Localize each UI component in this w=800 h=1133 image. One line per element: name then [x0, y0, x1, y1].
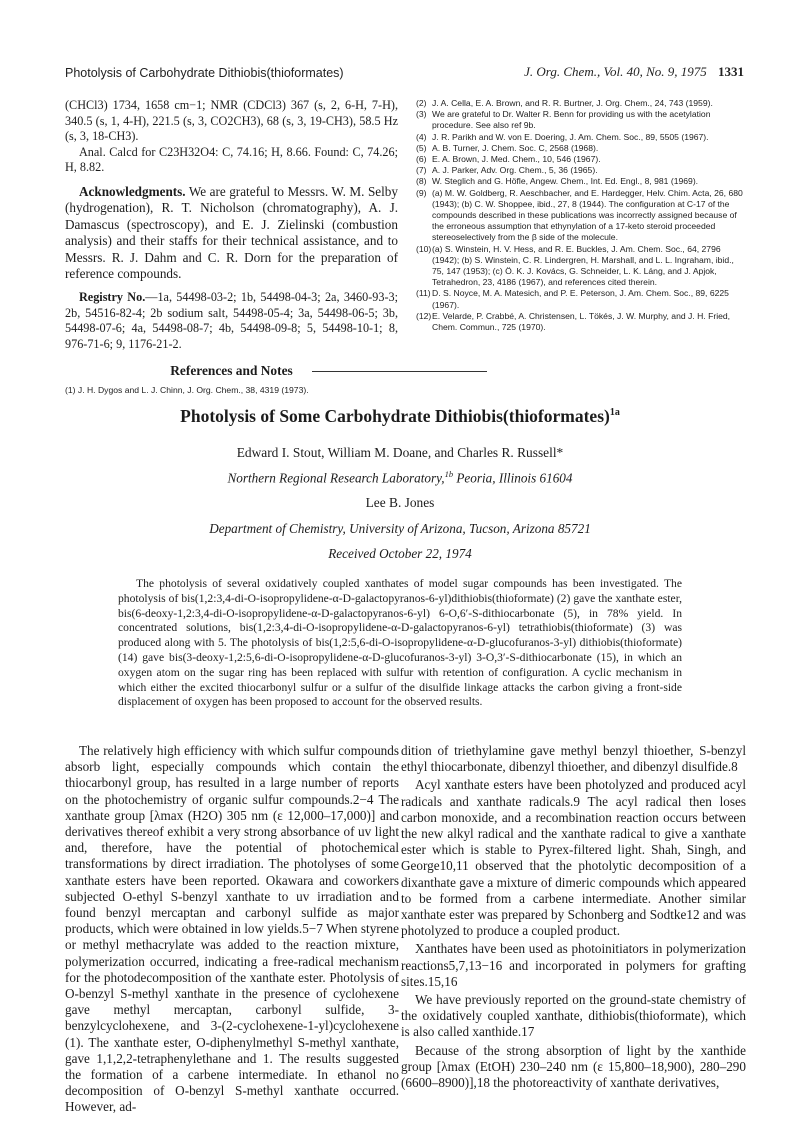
reference-item: [416, 311, 746, 333]
reference-text: J. A. Cella, E. A. Brown, and R. R. Burtner, J. Org. Chem., 24, 743 (1959).: [432, 98, 713, 108]
author-list: Edward I. Stout, William M. Doane, and Charles R. Russell*: [236, 445, 564, 460]
reference-number: (9): [416, 187, 427, 198]
article-divider: [312, 371, 487, 372]
reference-number: (3): [416, 109, 427, 120]
running-title: Photolysis of Carbohydrate Dithiobis(thioformates): [65, 66, 344, 80]
body-column-left: The relatively high efficiency with which sulfur compounds absorb light, especially compounds which contain the thiocarbonyl group, has resulted in a large number of reports on the photochemistry of organic sulfur compounds.2−4 The xanthate group [λmax (H2O) 305 nm (ε 12,000–17,000)] and derivatives thereof exhibit a very strong absorbance of uv light and, therefore, have the potential of photochemical transformations by direct irradiation. The photolyses of some xanthate esters have been reported. Okawara and coworkers subjected O-ethyl S-benzyl xanthate to uv irradiation and found benzyl mercaptan and carbonyl sulfide as major products, which were obtained in low yields.5−7 When styrene or methyl methacrylate was added to the reaction mixture, polymerization occurred, indicating a free-radical mechanism for the photodecomposition of the xanthate ester. Photolysis of O-benzyl S-methyl xanthate in the presence of cyclohexene gave methyl mercaptan, carbonyl sulfide, 3-benzylcyclohexene, and 3-(2-cyclohexene-1-yl)cyclohexene (1). The xanthate ester, O-diphenylmethyl S-methyl xanthate, gave 1,1,2,2-tetraphenylethane and 1. The results suggested the formation of a carbene intermediate. In ethanol no decomposition of O-benzyl S-methyl xanthate occurred. However, ad-: [65, 743, 399, 1115]
reference-item: [416, 132, 746, 143]
reference-item: [416, 143, 746, 154]
acknowledgments-text: We are grateful to Messrs. W. M. Selby (hydrogenation), R. T. Nicholson (chromatography), A. J. Damascus (spectroscopy), and E. J. Zielinski (combustion analysis) and their staffs for their technical assistance, and to Messrs. R. J. Dahm and C. R. Dorn for the preparation of reference compounds.: [65, 183, 398, 281]
acknowledgments-heading: Acknowledgments.: [79, 183, 186, 199]
reference-text: E. A. Brown, J. Med. Chem., 10, 546 (1967).: [432, 154, 601, 165]
body-paragraph: Because of the strong absorption of light by the xanthide group [λmax (EtOH) 230–240 nm (ε 15,800–18,900), 280–290 (6600–8900)],18 the photoreactivity of xanthate derivatives,: [401, 1042, 746, 1091]
page-number: 1331: [718, 64, 744, 79]
nmr-data: (CHCl3) 1734, 1658 cm−1; NMR (CDCl3) 367 (s, 2, 6-H, 7-H), 340.5 (s, 1, 4-H), 221.5 (s, 3, CO2CH3), 68 (s, 3, 19-CH3), 58.5 Hz (s, 3, 18-CH3).: [65, 98, 398, 144]
reference-number: (6): [416, 154, 427, 165]
reference-text: J. R. Parikh and W. von E. Doering, J. Am. Chem. Soc., 89, 5505 (1967).: [432, 131, 709, 142]
reference-number: (10): [416, 243, 432, 254]
article-title: [0, 406, 800, 427]
reference-text: (a) S. Winstein, H. V. Hess, and R. E. Buckles, J. Am. Chem. Soc., 64, 2796 (1942); (b) S. Winstein, C. R. Lindergren, H. Marshall, and L. L. Ingraham, ibid., 75, 147 (1953); (c) Ö. K. J. Kovács, G. Schneider, L. K. Láng, and J. Apjok, Tetrahedron, 23, 4186 (1967), and references cited therein.: [432, 243, 734, 288]
reference-number: (7): [416, 165, 427, 176]
reference-1: (1) J. H. Dygos and L. J. Chinn, J. Org. Chem., 38, 4319 (1973).: [65, 384, 309, 395]
received-date: Received October 22, 1974: [328, 546, 472, 561]
reference-item: [416, 288, 746, 310]
reference-item: [416, 165, 746, 176]
author-2: Lee B. Jones: [365, 495, 435, 510]
registry-heading: Registry No.: [79, 290, 146, 305]
reference-item: [416, 109, 746, 131]
reference-number: (2): [416, 98, 427, 108]
title-footnote-mark: 1a: [609, 407, 620, 419]
anal-data: Anal. Calcd for C23H32O4: C, 74.16; H, 8.66. Found: C, 74.26; H, 8.82.: [65, 144, 398, 175]
previous-article-end: [65, 98, 398, 396]
article-title-text: Photolysis of Some Carbohydrate Dithiobis(thioformates): [180, 406, 610, 426]
abstract: The photolysis of several oxidatively coupled xanthates of model sugar compounds has been investigated. The photolysis of bis(1,2:3,4-di-O-isopropylidene-α-D-galactopyranos-6-yl)dithiobis(thioformate) (2) gave the xanthate ester, bis(6-deoxy-1,2:3,4-di-O-isopropylidene-α-D-galactopyranos-6-yl) 6-O,6′-S-dithiocarbonate (5), in 78% yield. In concentrated solutions, bis(1,2:3,4-di-O-isopropylidene-α-D-galactopyranos-6-yl) tetrathiobis(thioformate) (3) was produced along with 5. The photolysis of bis(1,2:5,6-di-O-isopropylidene-α-D-glucofuranos-3-yl) dithiobis(thioformate) (14) gave bis(3-deoxy-1,2:5,6-di-O-isopropylidene-α-D-glucofuranos-3-yl) 3-O,3′-S-dithiocarbonate (15), in which an oxygen atom on the sugar ring has been replaced with sulfur with retention of configuration. A cyclic mechanism in which either the excited thiocarbonyl sulfur or a sulfur of the disulfide linkage attacks the carbon giving a front-side displacement of oxygen has been proposed to account for the observed results.: [118, 577, 682, 709]
affiliation-2: Department of Chemistry, University of Arizona, Tucson, Arizona 85721: [209, 521, 591, 536]
reference-number: (12): [416, 310, 432, 321]
affiliation-1-mark: 1b: [444, 469, 454, 479]
reference-item: [416, 176, 746, 187]
reference-item: [416, 154, 746, 165]
body-paragraph: Acyl xanthate esters have been photolyzed and produced acyl radicals and xanthate radicals.9 The acyl radical then loses carbon monoxide, and a recombination reaction occurs between the new alkyl radical and the xanthate radical to give a xanthate ester which is stable to Pyrex-filtered light. Shah, Singh, and George10,11 observed that the photolytic decomposition of a dixanthate gave a mixture of dimeric compounds which appeared to be formed from a carbene intermediate. Another similar xanthate ester was prepared by Schonberg and Sodtke12 and was photolyzed to produce a coupled product.: [401, 777, 746, 939]
reference-text: A. J. Parker, Adv. Org. Chem., 5, 36 (1965).: [432, 165, 598, 176]
registry-text: —1a, 54498-03-2; 1b, 54498-04-3; 2a, 3460-93-3; 2b, 54516-82-4; 2b sodium salt, 54498-05-4; 3a, 54498-06-5; 3b, 54498-07-6; 4a, 54498-08-7; 4b, 54498-09-8; 5, 54498-10-1; 8, 976-71-6; 9, 1176-21-2.: [65, 290, 398, 351]
reference-item: [416, 188, 746, 244]
body-column-right: [401, 743, 746, 1091]
reference-number: (4): [416, 131, 427, 142]
acknowledgments: [65, 184, 398, 282]
references-list: [416, 98, 746, 333]
reference-number: (5): [416, 142, 427, 153]
affiliation-1: [0, 469, 800, 486]
body-paragraph: We have previously reported on the ground-state chemistry of the oxidatively coupled xanthate, dithiobis(thioformate), which is also called xanthide.17: [401, 992, 746, 1040]
registry-numbers: [65, 290, 398, 352]
journal-citation: [524, 64, 744, 80]
body-paragraph: dition of triethylamine gave methyl benzyl thioether, S-benzyl ethyl thiocarbonate, dibenzyl thioether, and dibenzyl disulfide.8: [401, 743, 746, 775]
reference-item: [416, 244, 746, 289]
references-heading: References and Notes: [170, 363, 293, 379]
affiliation-1-location: Peoria, Illinois 61604: [453, 470, 573, 486]
reference-number: (8): [416, 176, 427, 187]
reference-text: W. Steglich and G. Höfle, Angew. Chem., Int. Ed. Engl., 8, 981 (1969).: [432, 176, 699, 187]
reference-text: D. S. Noyce, M. A. Matesich, and P. E. Peterson, J. Am. Chem. Soc., 89, 6225 (1967).: [432, 288, 729, 310]
reference-text: A. B. Turner, J. Chem. Soc. C, 2568 (1968).: [432, 142, 599, 153]
reference-text: We are grateful to Dr. Walter R. Benn for providing us with the acetylation procedure. See also ref 9b.: [432, 109, 711, 131]
body-paragraph: Xanthates have been used as photoinitiators in polymerization reactions5,7,13−16 and incorporated in polymers for grafting sites.15,16: [401, 941, 746, 989]
journal-name: J. Org. Chem., Vol. 40, No. 9, 1975: [524, 64, 707, 79]
reference-number: (11): [416, 288, 431, 299]
reference-text: E. Velarde, P. Crabbé, A. Christensen, L. Tökés, J. W. Murphy, and J. H. Fried, Chem. Commun., 725 (1970).: [432, 310, 731, 333]
affiliation-1-name: Northern Regional Research Laboratory,: [227, 470, 445, 486]
reference-text: (a) M. W. Goldberg, R. Aeschbacher, and E. Hardegger, Helv. Chim. Acta, 26, 680 (1943); (b) C. W. Shoppee, ibid., 27, 8 (1944). The configuration at C-17 of the compounds described in these publications was incorrectly assigned because of the erroneous assumption that ethynylation of a 17-keto steroid proceeded stereoselectively from the β side of the molecule.: [432, 187, 743, 243]
reference-item: [416, 98, 746, 109]
